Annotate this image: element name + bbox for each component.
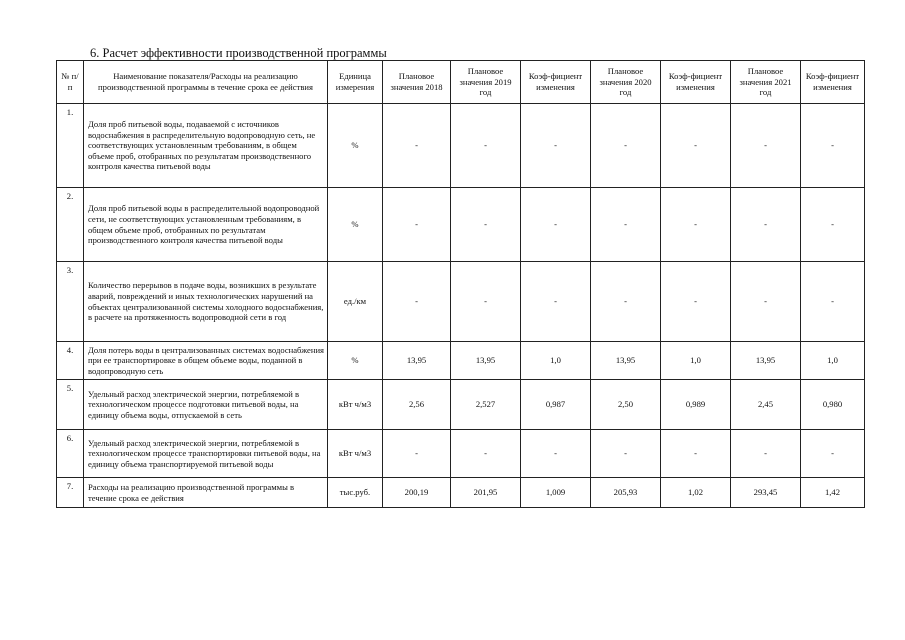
table-row <box>57 104 865 188</box>
value-cell: - <box>591 262 661 342</box>
table-row <box>57 262 865 342</box>
unit-cell: тыс.руб. <box>328 478 383 508</box>
value-cell: - <box>661 188 731 262</box>
row-number: 7. <box>57 478 84 508</box>
value-cell: 1,0 <box>801 342 865 380</box>
indicator-name: Количество перерывов в подаче воды, возникших в результате аварий, повреждений и иных технологических нарушений на объектах централизованной системы холодного водоснабжения, в расчете на протяженность водопроводной сети в год <box>84 262 328 342</box>
value-cell: 13,95 <box>383 342 451 380</box>
indicator-name: Доля проб питьевой воды в распределительной водопроводной сети, не соответствующих установленным требованиям, в общем объеме проб, отобранных по результатам производственного контроля качества питьевой воды <box>84 188 328 262</box>
col-header-coef-2020: Коэф-фициент изменения <box>661 61 731 104</box>
value-cell: - <box>731 188 801 262</box>
col-header-plan-2019: Плановое значения 2019 год <box>451 61 521 104</box>
row-number: 5. <box>57 380 84 430</box>
value-cell: 205,93 <box>591 478 661 508</box>
value-cell: - <box>661 104 731 188</box>
value-cell: 0,980 <box>801 380 865 430</box>
row-number: 4. <box>57 342 84 380</box>
value-cell: 1,009 <box>521 478 591 508</box>
value-cell: - <box>383 188 451 262</box>
value-cell: 13,95 <box>731 342 801 380</box>
table-row <box>57 342 865 380</box>
value-cell: - <box>451 262 521 342</box>
value-cell: 2,527 <box>451 380 521 430</box>
value-cell: - <box>591 430 661 478</box>
indicator-name: Удельный расход электрической энергии, потребляемой в технологическом процессе подготовки питьевой воды, на единицу объема воды, отпускаемой в сеть <box>84 380 328 430</box>
value-cell: - <box>661 430 731 478</box>
value-cell: 200,19 <box>383 478 451 508</box>
row-number: 6. <box>57 430 84 478</box>
value-cell: - <box>383 104 451 188</box>
unit-cell: % <box>328 188 383 262</box>
value-cell: - <box>591 104 661 188</box>
value-cell: - <box>731 104 801 188</box>
value-cell: - <box>591 188 661 262</box>
value-cell: 293,45 <box>731 478 801 508</box>
indicator-name: Доля проб питьевой воды, подаваемой с источников водоснабжения в распределительную водопроводную сеть, не соответствующих установленным требованиям, в общем объеме проб, отобранных по результатам производственного контроля качества питьевой воды <box>84 104 328 188</box>
unit-cell: кВт ч/м3 <box>328 430 383 478</box>
value-cell: 1,02 <box>661 478 731 508</box>
col-header-plan-2018: Плановое значения 2018 <box>383 61 451 104</box>
value-cell: - <box>801 188 865 262</box>
col-header-coef-2019: Коэф-фициент изменения <box>521 61 591 104</box>
value-cell: - <box>521 104 591 188</box>
value-cell: - <box>521 188 591 262</box>
document-title: 6. Расчет эффективности производственной программы <box>90 46 387 60</box>
unit-cell: кВт ч/м3 <box>328 380 383 430</box>
col-header-indicator: Наименование показателя/Расходы на реализацию производственной программы в течение срока ее действия <box>84 61 328 104</box>
table-row <box>57 188 865 262</box>
unit-cell: ед./км <box>328 262 383 342</box>
value-cell: - <box>801 104 865 188</box>
value-cell: 201,95 <box>451 478 521 508</box>
table-row <box>57 380 865 430</box>
value-cell: 1,0 <box>661 342 731 380</box>
value-cell: - <box>521 430 591 478</box>
value-cell: 13,95 <box>451 342 521 380</box>
efficiency-table <box>56 60 865 508</box>
row-number: 1. <box>57 104 84 188</box>
row-number: 2. <box>57 188 84 262</box>
value-cell: - <box>451 188 521 262</box>
unit-cell: % <box>328 342 383 380</box>
indicator-name: Доля потерь воды в централизованных системах водоснабжения при ее транспортировке в общем объеме воды, поданной в водопроводную сеть <box>84 342 328 380</box>
table-row <box>57 478 865 508</box>
value-cell: - <box>731 262 801 342</box>
value-cell: 1,0 <box>521 342 591 380</box>
value-cell: - <box>451 104 521 188</box>
unit-cell: % <box>328 104 383 188</box>
value-cell: - <box>383 262 451 342</box>
row-number: 3. <box>57 262 84 342</box>
value-cell: - <box>731 430 801 478</box>
value-cell: 13,95 <box>591 342 661 380</box>
col-header-unit: Единица измерения <box>328 61 383 104</box>
value-cell: - <box>801 430 865 478</box>
value-cell: - <box>383 430 451 478</box>
indicator-name: Расходы на реализацию производственной программы в течение срока ее действия <box>84 478 328 508</box>
value-cell: 0,989 <box>661 380 731 430</box>
col-header-plan-2021: Плановое значения 2021 год <box>731 61 801 104</box>
col-header-plan-2020: Плановое значения 2020 год <box>591 61 661 104</box>
table-row <box>57 430 865 478</box>
col-header-number: № п/п <box>57 61 84 104</box>
value-cell: 2,56 <box>383 380 451 430</box>
col-header-coef-2021: Коэф-фициент изменения <box>801 61 865 104</box>
table-body <box>57 104 865 508</box>
value-cell: 0,987 <box>521 380 591 430</box>
value-cell: - <box>801 262 865 342</box>
value-cell: 2,45 <box>731 380 801 430</box>
indicator-name: Удельный расход электрической энергии, потребляемой в технологическом процессе транспортировки питьевой воды, на единицу объема транспортируемой питьевой воды <box>84 430 328 478</box>
value-cell: 2,50 <box>591 380 661 430</box>
value-cell: - <box>521 262 591 342</box>
value-cell: - <box>661 262 731 342</box>
table-header-row <box>57 61 865 104</box>
value-cell: - <box>451 430 521 478</box>
value-cell: 1,42 <box>801 478 865 508</box>
